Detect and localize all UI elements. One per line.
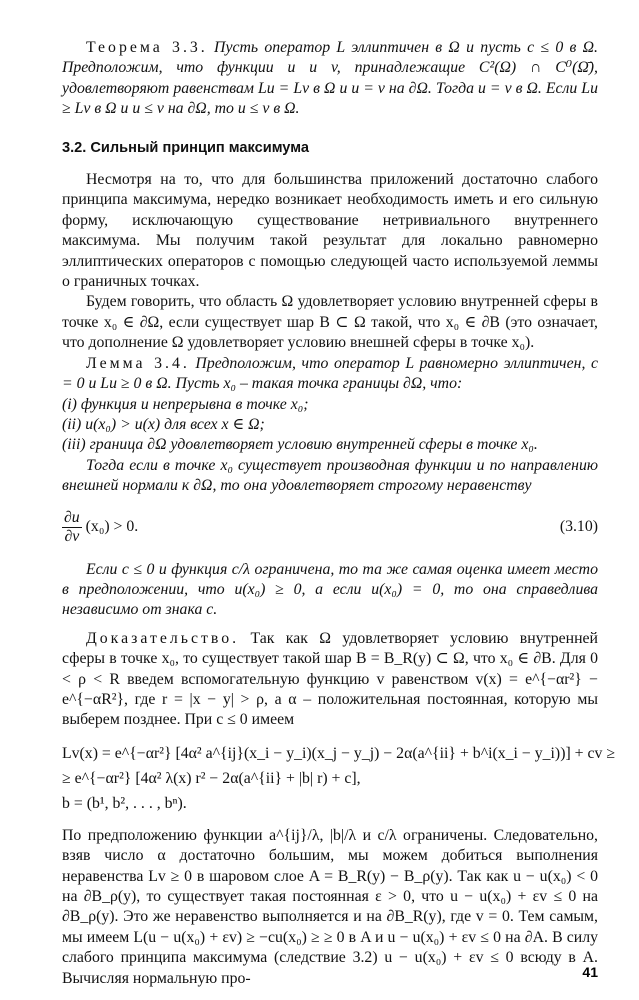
proof-label: Доказательство. [86,629,240,647]
page-body [62,38,616,989]
lemma-conclusion [62,456,598,497]
lemma-condition-3 [62,435,598,455]
lemma-text: Предположим, что оператор L равномерно эллиптичен, c = 0 и Lu ≥ 0 в Ω. Пусть x₀ – такая точка границы ∂Ω, что: [62,354,598,393]
display-line-1: Lv(x) = e^{−αr²} [4α² a^{ij}(x_i − y_i)(x_j − y_j) − 2α(a^{ii} + b^i(x_i − y_i))] + cv ≥ [62,744,616,762]
lemma-3-4 [62,354,598,395]
normal-derivative-fraction [62,509,82,546]
theorem-label: Теорема 3.3. [86,39,208,56]
equation-3-10 [62,509,598,546]
fraction-numerator: ∂u [64,508,80,526]
equation-number: (3.10) [559,517,598,535]
lemma-condition-1-text: (i) функция u непрерывна в точке x₀; [62,395,309,413]
display-line-2: ≥ e^{−αr²} [4α² λ(x) r² − 2α(a^{ii} + |b| r) + c], [62,769,361,787]
equation-3-10-body [62,509,138,546]
paragraph-sign-c-text: Если c ≤ 0 и функция c/λ ограничена, то та же самая оценка имеет место в предположении, что u(x₀) ≥ 0, а если u(x₀) = 0, то она справедлива независимо от знака c. [62,560,598,619]
display-equations [62,741,616,816]
lemma-label: Лемма 3.4. [86,354,190,372]
paragraph-proof-continued: По предположению функции a^{ij}/λ, |b|/λ и c/λ ограничены. Следовательно, взяв число α достаточно большим, мы можем добиться выполнения неравенства Lv ≥ 0 в шаровом слое A = B_R(y) − B_ρ(y). Так как u − u(x₀) < 0 на ∂B_ρ(y), то существует такая постоянная ε > 0, что u − u(x₀) + εv ≤ 0 на ∂B_ρ(y). Это же неравенство выполняется и на ∂B_R(y), где v = 0. Тем самым, мы имеем L(u − u(x₀) + εv) ≥ −cu(x₀) ≥ ≥ 0 в A и u − u(x₀) + εv ≤ 0 на ∂A. В силу слабого принципа максимума (следствие 3.2) u − u(x₀) + εv ≤ 0 всюду в A. Вычисляя нормальную про- [62,826,598,987]
lemma-condition-1 [62,395,598,415]
theorem-3-3 [62,38,598,120]
paragraph-intro: Несмотря на то, что для большинства приложений достаточно слабого принципа максимума, нередко возникает необходимость иметь и его сильную форму, исключающую существование нетривиального внутреннего максимума. Мы получим такой результат для локально равномерно эллиптических операторов с помощью следующей часто используемой леммы о граничных точках. [62,171,598,291]
display-line-3: b = (b¹, b², . . . , bⁿ). [62,794,187,812]
proof-text: Так как Ω удовлетворяет условию внутренней сферы в точке x₀, то существует такой шар B = B_R(y) ⊂ Ω, что x₀ ∈ ∂B. Для 0 < ρ < R введем вспомогательную функцию v равенством v(x) = e^{−αr²} − e^{−αR²}, где r = |x − y| > ρ, а α – положительная постоянная, которую мы выберем позднее. При c ≤ 0 имеем [62,629,598,729]
proof-paragraph [62,629,598,731]
lemma-condition-3-text: (iii) граница ∂Ω удовлетворяет условию внутренней сферы в точке x₀. [62,436,538,454]
lemma-condition-2-text: (ii) u(x₀) > u(x) для всех x ∈ Ω; [62,415,265,433]
lemma-condition-2 [62,415,598,435]
lemma-conclusion-text: Тогда если в точке x₀ существует производная функции u по направлению внешней нормали к ∂Ω, то она удовлетворяет строгому неравенству [62,456,598,495]
paragraph-sign-c [62,560,598,621]
page-number: 41 [582,964,598,980]
section-title: 3.2. Сильный принцип максимума [62,139,309,156]
theorem-text: Пусть оператор L эллиптичен в Ω и пусть c ≤ 0 в Ω. Предположим, что функции u и v, принадлежащие C²(Ω) ∩ C⁰(Ω̄), удовлетворяют равенствам Lu = Lv в Ω и u = v на ∂Ω. Тогда u = v в Ω. Если Lu ≥ Lv в Ω и u ≤ v на ∂Ω, то u ≤ v в Ω. [62,39,598,118]
fraction-denominator: ∂ν [64,527,80,545]
equation-rhs: (x₀) > 0. [85,517,139,535]
paragraph-interior-sphere: Будем говорить, что область Ω удовлетворяет условию внутренней сферы в точке x₀ ∈ ∂Ω, если существует шар B ⊂ Ω такой, что x₀ ∈ ∂B (это означает, что дополнение Ω удовлетворяет условию внешней сферы в точке x₀). [62,293,598,352]
